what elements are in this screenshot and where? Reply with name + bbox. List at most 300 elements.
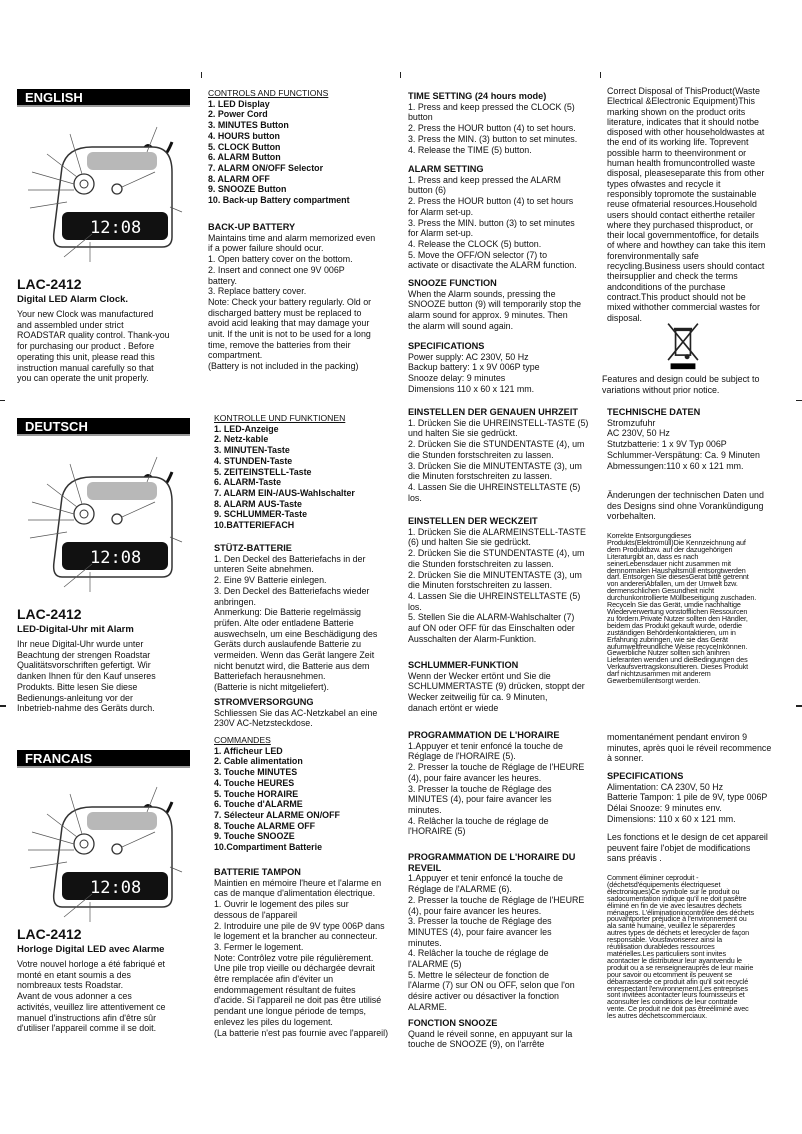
text-line: discharged battery must be replaced to	[208, 307, 362, 318]
text-line: 3. Press the MIN. button (3) to set minutes	[408, 217, 575, 228]
text-line: 1. Drücken Sie die ALARMEINSTELL-TASTE	[408, 526, 586, 537]
text-line: Features and design could be subject to	[602, 374, 760, 384]
text-line: manuel d'instructions afin d'être sûr	[17, 1012, 157, 1023]
text-line: Une pile trop vieille ou déchargée devrait	[214, 963, 375, 974]
text-line: button (6)	[408, 185, 446, 196]
text-line: anbringen.	[214, 596, 256, 607]
crop-mark	[796, 705, 802, 707]
text-line: von anderenAbfallen, um der Umwelt bzw.	[607, 579, 738, 589]
text-line: darf. Entsorgen Sie diesesGerat bitte getrennt	[607, 572, 749, 582]
text-line: 4. Release the CLOCK (5) button.	[408, 238, 542, 249]
text-line: Lieferanten wenden und dieBedingungen des	[607, 655, 748, 665]
text-line: réutilisation durabledes ressources	[607, 942, 715, 952]
clock-illustration	[22, 772, 192, 922]
text-line: 4. Lassen Sie die UHREINSTELLTASTE (5)	[408, 590, 581, 601]
text-line: Ihr neue Digital-Uhr wurde unter	[17, 639, 144, 649]
text-line: unit. If the unit is not to be used for a long	[208, 329, 371, 340]
text-line: Réglage de l'ALARME (6).	[408, 884, 512, 895]
text-line: 3. Den Deckel des Batteriefachs wieder	[214, 585, 370, 596]
text-line: dermenschlichen Gesundheit nicht	[607, 586, 715, 596]
text-line: minutes, après quoi le réveil recommence	[607, 742, 772, 753]
section-title: KONTROLLE UND FUNKTIONEN	[214, 413, 346, 423]
controls-list-en	[208, 88, 350, 206]
text-line: possible harm to theenvironment or	[607, 147, 747, 158]
text-line: Stromzufuhr	[607, 417, 656, 428]
list-item: 6. ALARM-Taste	[214, 477, 282, 488]
text-line: 1. Ouvrir le logement des piles sur	[214, 899, 349, 910]
text-line: 1. Open battery cover on the bottom.	[208, 254, 353, 265]
intro-de	[17, 606, 156, 714]
text-line: variations without prior notice.	[602, 384, 720, 395]
text-line: for Alarm set-up.	[408, 228, 474, 239]
text-line: 4. Relâcher la touche de réglage de	[408, 815, 549, 826]
text-line: l'HORAIRE (5)	[408, 826, 466, 837]
text-line: matérielles.Les particuliers sont invites	[607, 948, 726, 958]
list-item: 9. SCHLUMMER-Taste	[214, 509, 308, 520]
list-item: 7. ALARM EIN-/AUS-Wahlschalter	[214, 487, 355, 498]
text-line: Recyceln Sie das Gerät, umdie nachhaltige	[607, 600, 741, 610]
crop-mark	[796, 400, 802, 401]
list-item: 1. Afficheur LED	[214, 745, 283, 756]
list-item: 2. Netz-kable	[214, 434, 269, 445]
section-heading: SPECIFICATIONS	[408, 341, 485, 351]
list-item: 1. LED-Anzeige	[214, 423, 279, 434]
text-line: 1. Press and keep pressed the CLOCK (5)	[408, 101, 575, 112]
text-line: Änderungen der technischen Daten und	[607, 490, 764, 500]
product-subtitle: Digital LED Alarm Clock.	[17, 294, 129, 305]
text-line: where they purchased thisproduct, or	[607, 219, 754, 230]
technical-data-de	[607, 407, 760, 471]
text-line: minutes.	[408, 937, 442, 948]
text-line: zu fördern.Private Nutzer sollten den Händler,	[607, 613, 748, 623]
text-line: and assembled under strict	[17, 319, 124, 330]
text-line: Power supply: AC 230V, 50 Hz	[408, 351, 529, 362]
text-line: Gewerbemüllentsorgt werden.	[607, 676, 701, 686]
text-line: (Batterie is nicht mitgeliefert).	[214, 682, 329, 693]
text-line: ménagers. L'éliminationincontrôlée des déchets	[607, 907, 755, 917]
text-line: SCHLUMMERTASTE (9) drücken, stoppt der	[408, 681, 585, 692]
text-line: danach ertönt er wiede	[408, 702, 499, 713]
text-line: responsable. Vousfavoriserez ainsi la	[607, 935, 722, 945]
text-line: unteren Seite abnehmen.	[214, 564, 314, 575]
text-line: le logement et la brancher au connecteur.	[214, 931, 378, 942]
text-line: Batterie Tampon: 1 pile de 9V, type 006P	[607, 792, 768, 803]
text-line: responsibly topromote the sustainable	[607, 188, 757, 199]
text-line: Wiederverwertung vonstofflichen Ressourcen	[607, 606, 748, 616]
text-line: 2. Presser la touche de Réglage de l'HEURE	[408, 894, 585, 905]
text-line: Your new Clock was manufactured	[17, 309, 154, 319]
text-line: être remplacée afin d'éviter un	[214, 974, 334, 985]
text-line: Electrical &Electronic Equipment)This	[607, 96, 755, 107]
text-line: types ofwastes and recycle it	[607, 178, 721, 189]
text-line: die Stunden forstschreiten zu lassen.	[408, 558, 554, 569]
text-line: 2. Drücken Sie die MINUTENTASTE (3), um	[408, 569, 582, 580]
section-heading: TIME SETTING (24 hours mode)	[408, 91, 547, 101]
text-line: SNOOZE button (9) will temporarily stop the	[408, 299, 582, 310]
time-setting-fr	[408, 730, 584, 837]
text-line: 5. Stellen Sie die ALARM-Wahlschalter (7)	[408, 612, 575, 623]
text-line: d'acide. Si l'appareil ne doit pas être utilisé	[214, 995, 382, 1006]
clock-display-text: 12:08	[90, 218, 142, 238]
list-item: 8. ALARM OFF	[208, 173, 270, 184]
text-line: instruction manual carefully so that	[17, 362, 154, 373]
text-line: Schliessen Sie das AC-Netzkabel an eine	[214, 707, 378, 718]
text-line: (Battery is not included in the packing)	[208, 361, 359, 372]
text-line: Wenn der Wecker ertönt und Sie die	[408, 670, 551, 681]
text-line: (6) und halten Sie sie gedrückt.	[408, 537, 531, 548]
text-line: aufumweltfreundliche Weise recyceInkönnen.	[607, 641, 748, 651]
text-line: 2. Presser la touche de Réglage de l'HEURE	[408, 762, 585, 773]
text-line: Les fonctions et le design de cet appareil	[607, 832, 768, 842]
text-line: (déchetsd'équipements électriqueset	[607, 879, 721, 889]
list-item: 2. Power Cord	[208, 109, 268, 120]
list-item: 4. HOURS button	[208, 130, 280, 141]
text-line: Dimensions: 110 x 60 x 121 mm.	[607, 813, 736, 824]
text-line: touche de SNOOZE (9), on l'arrête	[408, 1039, 545, 1050]
list-item: 7. Sélecteur ALARME ON/OFF	[214, 809, 340, 820]
text-line: mixed withother commercial wastes for	[607, 302, 760, 313]
text-line: enlevez les piles du logement.	[214, 1016, 333, 1027]
model-title: LAC-2412	[17, 926, 82, 942]
text-line: alarm sound for approx. 9 minutes. Then	[408, 310, 568, 321]
text-line: Ausschalten der Alarm-Funktion.	[408, 633, 537, 644]
text-line: beidem das Produkt gekauft wurde, oderdie	[607, 620, 742, 630]
model-title: LAC-2412	[17, 276, 82, 292]
text-line: if a power failure should ocur.	[208, 243, 324, 254]
section-title: COMMANDES	[214, 735, 271, 745]
text-line: Stutzbatterie: 1 x 9V Typ 006P	[607, 439, 727, 450]
text-line: activate or disactivate the ALARM function.	[408, 260, 577, 271]
clock-illustration	[22, 112, 192, 262]
text-line: Produkts(Elektromüll)Die Kennzeichnung auf	[607, 537, 746, 547]
section-heading: EINSTELLEN DER WECKZEIT	[408, 516, 538, 526]
text-line: l'ALARME (5)	[408, 959, 462, 970]
text-line: forenvironmentally safe	[607, 250, 699, 261]
text-line: time, remove the batteries from their	[208, 339, 351, 350]
section-heading: PROGRAMMATION DE L'HORAIRE DU	[408, 852, 576, 862]
text-line: 2. Press the HOUR button (4) to set hours.	[408, 123, 576, 134]
battery-fr	[214, 867, 388, 1038]
list-item: 10. Back-up Battery compartment	[208, 195, 350, 206]
list-item: 9. SNOOZE Button	[208, 184, 287, 195]
text-line: prüfen. Alte oder entladene Batterie	[214, 617, 354, 628]
text-line: marking shown on the product orits	[607, 106, 746, 117]
specifications-fr	[607, 771, 767, 825]
text-line: seinerLebensdauer nicht zusammen mit	[607, 558, 731, 568]
section-heading: ALARM SETTING	[408, 164, 484, 174]
text-line: enrespectant l'environnement.Les entreprises	[607, 983, 748, 993]
text-line: 5. Move the OFF/ON selector (7) to	[408, 249, 548, 260]
crop-mark	[600, 72, 601, 78]
text-line: Note: Check your battery regularly. Old or	[208, 296, 372, 307]
changes-note-de	[607, 490, 764, 522]
text-line: 3. Drücken Sie die MINUTENTASTE (3), um	[408, 460, 582, 471]
text-line: Correct Disposal of ThisProduct(Waste	[607, 86, 760, 96]
text-line: Réglage de l'HORAIRE (5).	[408, 751, 516, 762]
text-line: Schlummer-Verspätung: Ca. 9 Minuten	[607, 449, 760, 460]
disposal-en	[607, 86, 765, 323]
text-line: theirsupplier and check the terms	[607, 271, 738, 282]
list-item: 3. MINUTES Button	[208, 120, 289, 131]
snooze-function-fr	[408, 1018, 572, 1050]
text-line: 1. Den Deckel des Batteriefachs in der	[214, 553, 366, 564]
text-line: Gewerbliche Nutzer sollten sich anihren	[607, 648, 730, 658]
text-line: durchunkontrollierte Müllbeseitigung zuschaden.	[607, 593, 757, 603]
text-line: nombreaux tests Roadstar.	[17, 980, 124, 991]
text-line: 2. Eine 9V Batterie einlegen.	[214, 575, 327, 586]
text-line: the alarm will sound again.	[408, 320, 514, 331]
text-line: their local governmentoffice, for details	[607, 230, 759, 241]
text-line: Korrekte Entsorgungdieses	[607, 531, 692, 540]
text-line: 2. Press the HOUR button (4) to set hours	[408, 196, 574, 207]
text-line: Produkts. Bitte lesen Sie diese	[17, 681, 138, 692]
text-line: acontacter le distributeur leur ayantvendu le	[607, 955, 742, 965]
text-line: avoid acid leaking that may damage your	[208, 318, 370, 329]
changes-note-fr	[607, 832, 768, 864]
text-line: vente. Ce produit ne doit pas êtreéliminé avec	[607, 1004, 749, 1014]
text-line: aconsulter les conditions de leur contratde	[607, 997, 738, 1007]
time-setting-en	[408, 91, 577, 155]
section-title: CONTROLS AND FUNCTIONS	[208, 88, 329, 98]
crop-mark	[201, 72, 202, 78]
product-subtitle: LED-Digital-Uhr mit Alarm	[17, 624, 134, 635]
text-line: produit ou a se renseignerauprès de leur mairie	[607, 962, 754, 972]
text-line: Inbetrieb-nahme des Geräts durch.	[17, 703, 155, 714]
text-line: pendant une longue période de temps,	[214, 1006, 366, 1017]
text-line: auf ON oder OFF für das Einschalten oder	[408, 623, 575, 634]
controls-list-fr	[214, 735, 340, 853]
section-banner-francais: FRANCAIS	[17, 750, 190, 768]
text-line: pour savoir ou etcomment ils peuvent se	[607, 969, 733, 979]
text-line: Votre nouvel horloge a été fabriqué et	[17, 959, 166, 969]
text-line: Abmessungen:110 x 60 x 121 mm.	[607, 460, 744, 471]
text-line: und halten Sie sie gedrückt.	[408, 428, 518, 439]
section-heading: STROMVERSORGUNG	[214, 697, 314, 707]
list-item: 5. ZEITEINSTELL-Taste	[214, 466, 312, 477]
text-line: monté en etant soumis a des	[17, 969, 131, 980]
text-line: activités, veuillez lire attentivement ce	[17, 1001, 166, 1012]
list-item: 5. Touche HORAIRE	[214, 788, 299, 799]
snooze-function-en	[408, 278, 581, 332]
clock-display-text: 12:08	[90, 548, 142, 568]
list-item: 8. Touche ALARME OFF	[214, 820, 316, 831]
text-line: débarrasserde ce produit afin qu'il soit recyclé	[607, 976, 749, 986]
text-line: cas de manque d'alimentation électrique.	[214, 888, 376, 899]
text-line: Qualitätsvorschriften gefertigt. Wir	[17, 660, 151, 671]
list-item: 3. Touche MINUTES	[214, 767, 298, 778]
clock-display-text: 12:08	[90, 878, 142, 898]
list-item: 4. Touche HEURES	[214, 777, 295, 788]
text-line: 1. Drücken Sie die UHREINSTELL-TASTE (5)	[408, 417, 589, 428]
list-item: 8. ALARM AUS-Taste	[214, 498, 302, 509]
text-line: 2. Drücken Sie die STUNDENTASTE (4), um	[408, 439, 585, 450]
text-line: peuvent faire l'objet de modifications	[607, 842, 751, 853]
specifications-en	[408, 341, 540, 395]
text-line: ALARME.	[408, 1001, 447, 1012]
intro-fr	[17, 926, 165, 1034]
text-line: 2. Introduire une pile de 9V type 006P dans	[214, 920, 385, 931]
section-heading: FONCTION SNOOZE	[408, 1018, 498, 1028]
text-line: sadocumentation indique qu'il ne doit pasêtre	[607, 893, 747, 903]
text-line: 5. Mettre le sélecteur de fonction de	[408, 969, 550, 980]
text-line: (4), pour faire avancer les heures.	[408, 772, 542, 783]
text-line: Wecker zeitweilig für ca. 9 Minuten,	[408, 692, 548, 703]
list-item: 3. MINUTEN-Taste	[214, 445, 290, 456]
text-line: 230V AC-Netzsteckdose.	[214, 718, 313, 729]
text-line: AC 230V, 50 Hz	[607, 428, 670, 439]
text-line: sans préavis .	[607, 853, 662, 864]
text-line: Batteriefach herausnehmen.	[214, 671, 326, 682]
text-line: Maintains time and alarm memorized even	[208, 232, 376, 243]
text-line: vorbehalten.	[607, 511, 656, 522]
text-line: literature, indicates that it should notbe	[607, 116, 759, 127]
controls-list-de	[214, 413, 355, 531]
section-heading: SPECIFICATIONS	[607, 771, 684, 781]
text-line: danken Ihnen für den Kauf unseres	[17, 671, 156, 682]
text-line: darf nichtzusammen mit anderem	[607, 669, 711, 679]
text-line: users should contact eitherthe retailer	[607, 209, 755, 220]
section-heading: BATTERIE TAMPON	[214, 867, 301, 877]
section-heading: SNOOZE FUNCTION	[408, 278, 497, 288]
text-line: 3. Fermer le logement.	[214, 941, 304, 952]
text-line: 4. Relâcher la touche de réglage de	[408, 948, 549, 959]
text-line: andconditions of the purchase	[607, 281, 726, 292]
list-item: 1. LED Display	[208, 98, 270, 109]
section-banner-english: ENGLISH	[17, 89, 190, 107]
intro-en	[17, 276, 170, 384]
section-banner-deutsch: DEUTSCH	[17, 418, 190, 436]
list-item: 7. ALARM ON/OFF Selector	[208, 162, 324, 173]
text-line: (4), pour faire avancer les heures.	[408, 905, 542, 916]
text-line: you can operate the unit properly.	[17, 373, 149, 384]
power-de	[214, 697, 377, 729]
text-line: Quand le réveil sonne, en appuyant sur la	[408, 1028, 573, 1039]
alarm-setting-en	[408, 164, 577, 271]
text-line: électroniques)Ce symbole sur le produit ou	[607, 886, 740, 896]
section-heading: PROGRAMMATION DE L'HORAIRE	[408, 730, 560, 740]
text-line: Erfahrung zubringen, wie sie das Gerät	[607, 634, 728, 644]
section-heading: REVEIL	[408, 862, 442, 873]
text-line: Bedienungs-anleitung vor der	[17, 692, 133, 703]
text-line: disposal, pleaseseparate this from other	[607, 168, 765, 179]
text-line: à sonner.	[607, 753, 644, 764]
text-line: 3. Presser la touche de Réglage des	[408, 783, 552, 794]
text-line: Verkaufsvertragskonsultieren. Dieses Produkt	[607, 662, 749, 672]
text-line: reuse ofmaterial resources.Household	[607, 199, 757, 210]
text-line: des Designs sind ohne Vorankündigung	[607, 500, 764, 511]
text-line: Backup battery: 1 x 9V 006P type	[408, 362, 540, 373]
list-item: 4. STUNDEN-Taste	[214, 455, 293, 466]
text-line: 4. Lassen Sie die UHREINSTELLTASTE (5)	[408, 481, 581, 492]
text-line: désire activer ou désactiver la fonction	[408, 991, 559, 1002]
text-line: Maintien en mémoire l'heure et l'alarme en	[214, 877, 382, 888]
text-line: les autres déchetscommerciaux.	[607, 1011, 708, 1021]
product-subtitle: Horloge Digital LED avec Alarme	[17, 944, 165, 955]
crop-mark	[400, 72, 401, 78]
list-item: 10.BATTERIEFACH	[214, 520, 295, 531]
text-line: die Minuten forstschreiten zu lassen.	[408, 580, 553, 591]
crop-mark	[0, 705, 6, 707]
text-line: Note: Contrôlez votre pile régulièrement.	[214, 952, 374, 963]
text-line: minutes.	[408, 804, 442, 815]
text-line: MINUTES (4), pour faire avancer les	[408, 794, 552, 805]
text-line: momentanément pendant environ 9	[607, 732, 748, 742]
alarm-setting-de	[408, 516, 586, 644]
section-heading: BACK-UP BATTERY	[208, 222, 296, 232]
text-line: 1. Press and keep pressed the ALARM	[408, 174, 561, 185]
section-heading: STÜTZ-BATTERIE	[214, 543, 292, 553]
text-line: demnormalen Haushaltsmüll entsorgtwerden	[607, 565, 746, 575]
text-line: Beachtung der strengen Roadstar	[17, 649, 151, 660]
text-line: of where and howthey can take this item	[607, 240, 766, 251]
text-line: auswechseln, um eine Beschädigung des	[214, 628, 378, 639]
section-heading: SCHLUMMER-FUNKTION	[408, 660, 519, 670]
section-heading: TECHNISCHE DATEN	[607, 407, 701, 417]
text-line: endommagement résultant de fuites	[214, 984, 356, 995]
text-line: vermeiden. Wenn das Gerät langere Zeit	[214, 650, 375, 661]
crop-mark	[0, 400, 5, 401]
list-item: 10.Compartiment Batterie	[214, 842, 323, 853]
battery-de	[214, 543, 377, 693]
disposal-de	[607, 533, 756, 685]
text-line: Comment éliminer ceproduit -	[607, 873, 699, 882]
text-line: autres types de déchets et lerecycler de façon	[607, 928, 750, 938]
text-line: 2. Drücken Sie die STUNDENTASTE (4), um	[408, 548, 585, 559]
text-line: Literaturgibt an, dass es nach	[607, 551, 699, 561]
alarm-setting-fr	[408, 852, 584, 1013]
text-line: Anmerkung: Die Batterie regelmässig	[214, 607, 361, 618]
list-item: 2. Cable alimentation	[214, 756, 303, 767]
text-line: 3. Presser la touche de Réglage des	[408, 916, 552, 927]
text-line: Délai Snooze: 9 minutes env.	[607, 803, 722, 814]
clock-illustration	[22, 442, 192, 592]
text-line: recycling.Business users should contact	[607, 261, 765, 272]
text-line: 1.Appuyer et tenir enfoncé la touche de	[408, 873, 563, 884]
text-line: die Minuten forstschreiten zu lassen.	[408, 471, 553, 482]
text-line: operating this unit, please read this	[17, 351, 155, 362]
text-line: los.	[408, 492, 422, 503]
text-line: sont invitées acontacter leurs fournisseurs et	[607, 990, 745, 1000]
text-line: for purchasing our product . Before	[17, 341, 155, 352]
features-note-en	[602, 374, 759, 395]
text-line: 3. Press the MIN. (3) button to set minutes.	[408, 133, 578, 144]
text-line: die Stunden forstschreiten zu lassen.	[408, 449, 554, 460]
text-line: Geräts durch auslaufende Batterie zu	[214, 639, 362, 650]
weee-bin-icon	[663, 322, 703, 370]
snooze-function-de	[408, 660, 585, 714]
list-item: 6. Touche d'ALARME	[214, 799, 303, 810]
text-line: d'utiliser l'appareil comme il se doit.	[17, 1023, 157, 1034]
text-line: zuständigen Behördenkontaktieren, um in	[607, 627, 736, 637]
text-line: 1.Appuyer et tenir enfoncé la touche de	[408, 740, 563, 751]
text-line: battery.	[208, 275, 237, 286]
text-line: compartment.	[208, 350, 263, 361]
text-line: Dimensions 110 x 60 x 121 mm.	[408, 383, 535, 394]
text-line: 3. Replace battery cover.	[208, 286, 307, 297]
text-line: Avant de vous adonner a ces	[17, 991, 132, 1002]
time-setting-de	[408, 407, 588, 503]
text-line: l'Alarme (7) sur ON ou OFF, selon que l'on	[408, 980, 575, 991]
text-line: ala santé humaine, veuillez le séparerdes	[607, 921, 736, 931]
text-line: disposed with other householdwastes at	[607, 127, 765, 138]
list-item: 6. ALARM Button	[208, 152, 281, 163]
text-line: button	[408, 112, 433, 123]
text-line: 2. Insert and connect one 9V 006P	[208, 264, 345, 275]
text-line: (La batterie n'est pas fournie avec l'appareil)	[214, 1027, 389, 1038]
text-line: los.	[408, 601, 422, 612]
list-item: 9. Touche SNOOZE	[214, 831, 295, 842]
text-line: disposal.	[607, 312, 643, 323]
